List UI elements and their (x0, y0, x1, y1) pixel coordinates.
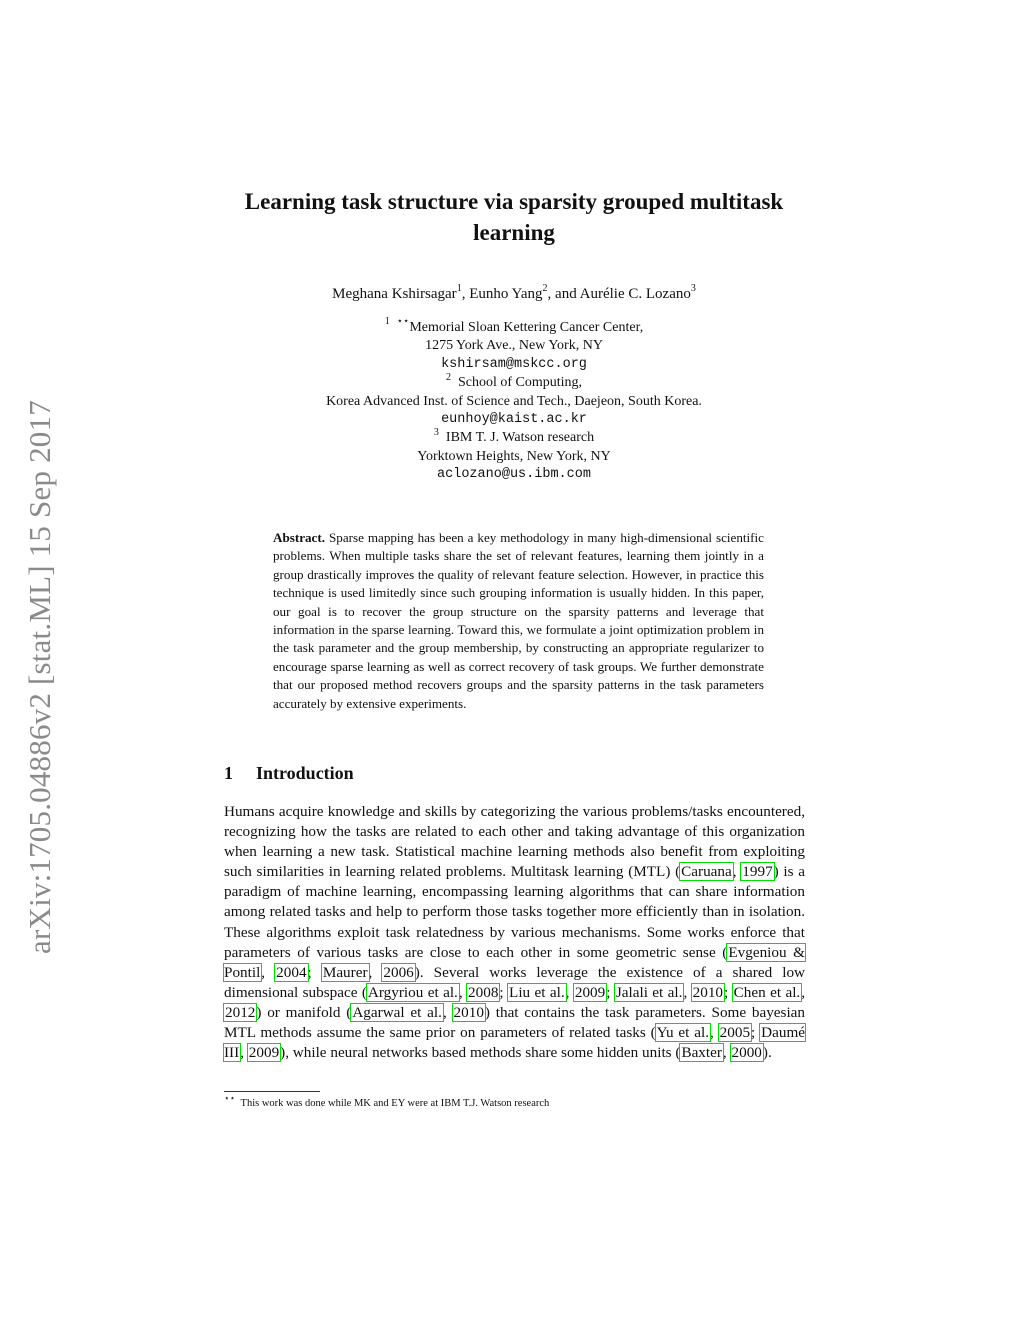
author-affil-mark: 1 (456, 283, 462, 294)
footnote-rule (224, 1091, 320, 1092)
affiliation-3-line2: Yorktown Heights, New York, NY (417, 448, 611, 464)
intro-text: ). Several works leverage the existence of a shared low dimensional subspace ( (224, 963, 806, 1001)
author-name: Eunho Yang (469, 286, 543, 302)
citation-link[interactable]: Daumé III (224, 1024, 805, 1062)
citation-link[interactable]: 2000 (731, 1044, 762, 1062)
citation-separator: , (683, 983, 692, 1001)
citation-separator: , (442, 1003, 453, 1021)
citation-separator: , (722, 1044, 731, 1062)
citation-separator: , (368, 963, 383, 981)
section-title: Introduction (256, 763, 354, 783)
citation-link[interactable]: Liu et al. (509, 983, 565, 1001)
affiliation-1-line1 (224, 316, 804, 337)
intro-text: Humans acquire knowledge and skills by categorizing the various problems/tasks encountered, recognizing how the tasks are related to each other and taking advantage of this organization when learning a new task. Statistical machine learning methods also benefit from exploiting such similarities in learning related problems. Multitask learning (MTL) ( (224, 803, 805, 881)
footnote (224, 1092, 550, 1111)
intro-text: ). (762, 1044, 772, 1062)
citation-link[interactable]: 2009 (574, 983, 606, 1001)
citation-separator: , (710, 1024, 719, 1042)
citation-separator: ; (499, 983, 509, 1001)
footnote-mark: ⋆⋆ (396, 316, 410, 328)
citation-separator: , (240, 1044, 248, 1062)
affiliation-2-email: eunhoy@kaist.ac.kr (441, 412, 587, 428)
affiliation-2-line2: Korea Advanced Inst. of Science and Tech., Daejeon, South Korea. (326, 393, 702, 409)
affil-text: Memorial Sloan Kettering Cancer Center, (409, 320, 644, 335)
author-separator: , and (547, 286, 580, 302)
affiliation-2-line1 (224, 371, 804, 392)
intro-text: ) that contains the task parameters. Some bayesian MTL methods assume the same prior on parameters of related tasks ( (224, 1003, 806, 1042)
citation-separator: , (801, 983, 806, 1001)
citation-link[interactable]: Maurer (322, 963, 368, 981)
citation-separator: , (458, 983, 468, 1001)
section-number: 1 (224, 763, 233, 783)
paper-title: Learning task structure via sparsity grouped multitask learning (244, 189, 784, 245)
affil-text: School of Computing, (457, 375, 583, 391)
citation-link[interactable]: Jalali et al. (615, 983, 683, 1001)
author-list (224, 284, 804, 304)
citation-separator: , (261, 963, 276, 981)
citation-separator: , (565, 983, 574, 1001)
intro-text: ) or manifold ( (256, 1003, 352, 1021)
section-heading (224, 763, 354, 784)
citation-link[interactable]: 2004 (276, 963, 307, 981)
citation-link[interactable]: Evgeniou & Pontil (224, 943, 805, 981)
abstract-text: Sparse mapping has been a key methodology in many high-dimensional scientific problems. When multiple tasks share the set of relevant features, learning them jointly in a group drastically improves the quality of relevant feature selection. However, in practice this technique is used limitedly since such grouping information is usually hidden. In this paper, our goal is to recover the group structure on the sparsity patterns and leverage that information in the sparse learning. Toward this, we formulate a joint optimization problem in the task parameter and the group membership, by constructing an appropriate regularizer to encourage sparse learning as well as correct recovery of task groups. We further demonstrate that our proposed method recovers groups and the sparsity patterns in the task parameters accurately by extensive experiments. (273, 530, 764, 711)
intro-text: ) is a paradigm of machine learning, encompassing learning algorithms that can share information among related tasks and help to perform those tasks together more efficiently than in isolation. These algorithms exploit task relatedness by various mechanisms. Some works enforce that parameters of various tasks are close to each other in some geometric sense ( (224, 863, 806, 961)
citation-link[interactable]: 1997 (742, 863, 773, 881)
footnote-text: This work was done while MK and EY were at IBM T.J. Watson research (240, 1098, 550, 1109)
author-affil-mark: 3 (690, 283, 696, 294)
citation-link[interactable]: 2010 (692, 983, 724, 1001)
citation-link[interactable]: Chen et al. (733, 983, 801, 1001)
author-affil-mark: 2 (542, 283, 548, 294)
author-name: Meghana Kshirsagar (332, 286, 457, 302)
citation-link[interactable]: Argyriou et al. (367, 983, 458, 1001)
affil-text: IBM T. J. Watson research (445, 430, 595, 446)
author-name: Aurélie C. Lozano (579, 286, 691, 302)
affiliation-3-line1 (224, 426, 804, 447)
affiliation-1-line2: 1275 York Ave., New York, NY (425, 338, 603, 354)
citation-link[interactable]: 2005 (719, 1024, 751, 1042)
abstract (273, 529, 764, 713)
citation-separator: ; (606, 983, 615, 1001)
intro-text: ), while neural networks based methods share some hidden units ( (280, 1044, 681, 1062)
affil-mark: 3 (433, 426, 439, 438)
citation-link[interactable]: Baxter (681, 1044, 722, 1062)
intro-paragraph (224, 802, 805, 1063)
citation-separator: ; (724, 983, 733, 1001)
affil-mark: 1 (384, 316, 390, 328)
author-separator: , (461, 286, 470, 302)
citation-link[interactable]: 2008 (468, 983, 499, 1001)
citation-link[interactable]: Caruana (681, 863, 732, 881)
affil-mark: 2 (445, 371, 451, 383)
arxiv-side-stamp: arXiv:1705.04886v2 [stat.ML] 15 Sep 2017 (22, 400, 57, 954)
citation-link[interactable]: 2010 (453, 1003, 484, 1021)
affiliation-3-email: aclozano@us.ibm.com (437, 467, 591, 483)
citation-link[interactable]: 2009 (248, 1044, 280, 1062)
citation-link[interactable]: 2006 (383, 963, 414, 981)
affiliations (224, 316, 804, 485)
citation-separator: , (732, 863, 742, 881)
abstract-label: Abstract. (273, 530, 325, 545)
affiliation-1-email: kshirsam@mskcc.org (441, 356, 587, 372)
citation-link[interactable]: Agarwal et al. (352, 1003, 442, 1021)
citation-separator: ; (307, 963, 322, 981)
citation-link[interactable]: 2012 (225, 1003, 256, 1021)
citation-link[interactable]: Yu et al. (656, 1024, 709, 1042)
footnote-mark: ⋆⋆ (224, 1092, 236, 1103)
citation-separator: ; (751, 1024, 761, 1042)
